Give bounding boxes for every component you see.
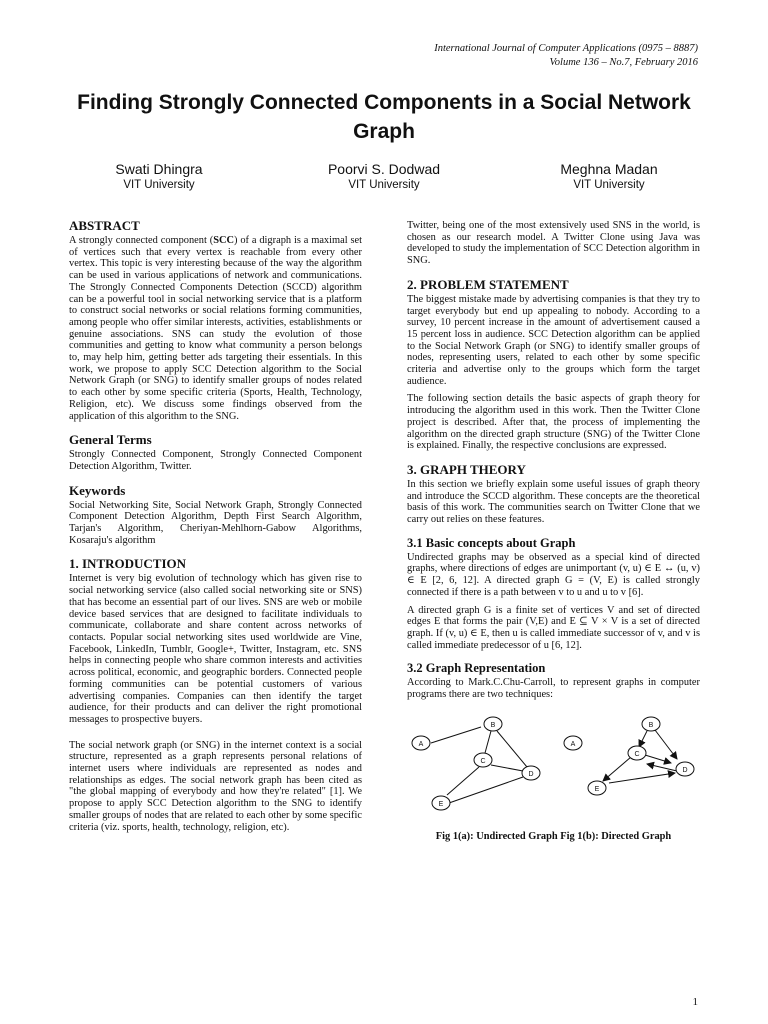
figure-caption: Fig 1(a): Undirected Graph Fig 1(b): Directed Graph (435, 830, 672, 842)
introduction-paragraph-1: Internet is very big evolution of technology which has given rise to social networking service (also called social networking site or SNS) that has become an essential part of our lives. SNS are web or mobile device based services that are designed to facilitate individuals to communicate, collaborate and share content across networks of contacts. Popular social networking sites used worldwide are Vine, Facebook, LinkedIn, Tumblr, Google+, Twitter, Instagram, etc. SNS helps in connecting people who share common interests and activities across political, economic, and geographic borders. Connected people forming communities can be potential customers of various advertising companies. Companies can then identify the target audience, for their products and can deliver the right promotional messages to prospective buyers. (69, 573, 362, 725)
intro-continuation: Twitter, being one of the most extensively used SNS in the world, is chosen as our research model. A Twitter Clone using Java was developed to study the implementation of SCC Detection algorithm in SNG. (407, 220, 700, 267)
node-label: D (682, 766, 688, 774)
problem-statement-heading: 2. PROBLEM STATEMENT (407, 276, 569, 292)
edge-b-c (639, 731, 647, 747)
edge-c-d (645, 755, 671, 763)
right-column (407, 220, 700, 843)
abstract-heading: ABSTRACT (69, 218, 140, 233)
node-label: C (480, 757, 486, 765)
author-affiliation: VIT University (123, 179, 195, 191)
node-label: D (528, 770, 534, 778)
edge-a-b (431, 727, 481, 743)
edge-e-d (609, 773, 675, 783)
paper-title: Finding Strongly Connected Components in a Social Network Graph (77, 91, 691, 143)
edge-d-e (449, 777, 523, 803)
node-label: E (594, 785, 600, 793)
basic-concepts-heading: 3.1 Basic concepts about Graph (407, 535, 576, 550)
node-label: C (634, 750, 640, 758)
problem-paragraph-1: The biggest mistake made by advertising companies is that they try to target everybody but end up appealing to nobody. According to a survey, 10 percent increase in the amount of advertisement caused a 15 percent loss in audience. SCC Detection algorithm can be applied to the Social Network Graph (or SNG) to identify smaller groups of nodes, representing users, related to each other by some specific criteria and advertise only to the groups which form the target audience. (407, 293, 700, 387)
node-label: E (438, 800, 444, 808)
page-number: 1 (692, 996, 698, 1008)
node-label: B (648, 721, 654, 729)
edge-d-c (647, 764, 677, 771)
graph-theory-heading: 3. GRAPH THEORY (407, 461, 526, 477)
edge-b-c (485, 731, 491, 753)
abstract-text-bold: SCC (213, 235, 235, 246)
graph-representation-paragraph: According to Mark.C.Chu-Carroll, to represent graphs in computer programs there are two techniques: (407, 677, 700, 701)
basic-concepts-paragraph-2: A directed graph G is a finite set of vertices V and set of directed edges E that forms the pair (V,E) and E ⊆ V × V is a set of directed graph. If (v, u) ∈ E, then u is called immediate successor of v, and v is called immediate predecessor of u [6, 12]. (407, 604, 700, 651)
abstract-text-rest: ) of a digraph is a maximal set of vertices such that every vertex is reachable from every other vertex. This topic is very interesting because of the way the algorithm can be used in various applications of network and communications. The Strongly Connected Components Detection (SCCD) algorithm can be a powerful tool in social networking service that is a platform to construct social networks or social relations forming communities, among people who offer similar interests, activities, establishments or genuine associations. SNS can study the evolution of those communities and getting to know what community a person belongs to, may help him, getting better ads targeting their essentials. In this work, we propose to apply SCC Detection algorithm to the Social Network Graph (or SNG) to identify smaller groups of nodes related to each other by some specific criteria (Sports, Health, Technology, Religion, etc). We discuss some findings observed from the application of this algorithm to the SNG. (69, 235, 363, 422)
author-name: Swati Dhingra (115, 161, 203, 177)
introduction-paragraph-2: The social network graph (or SNG) in the internet context is a social structure, represented as a graph represents personal relations of internet users where individuals are represented as nodes and relationships as edges. The social network graph has been cited as "the global mapping of everybody and how they're related" [1]. We propose to apply SCC Detection algorithm to the SNG to identify smaller groups of nodes that are related to each other by some specific criteria (viz. sports, health, technology, religion, etc). (69, 739, 362, 833)
graph-representation-heading: 3.2 Graph Representation (407, 661, 546, 676)
abstract-text-start: A strongly connected component ( (69, 235, 214, 246)
author-affiliation: VIT University (348, 179, 420, 191)
edge-c-d (491, 765, 523, 771)
edge-c-e (447, 767, 479, 795)
graph-theory-paragraph: In this section we briefly explain some useful issues of graph theory and introduce the SCCD algorithm. These concepts are the theoretical basis of this work. The communities search on Twitter Clone that we carry out relies on these features. (407, 478, 700, 526)
abstract-text (69, 235, 362, 422)
edge-b-d (655, 730, 677, 759)
problem-paragraph-2: The following section details the basic aspects of graph theory for introducing the algorithm used in this work. Then the Twitter Clone project is described. After that, the process of implementing the algorithm on the directed graph structure (SNG) of the Twitter Clone is explained. Finally, the respective conclusions are expressed. (407, 393, 700, 452)
introduction-heading: 1. INTRODUCTION (69, 556, 187, 572)
left-column (69, 218, 362, 833)
node-label: B (490, 721, 496, 729)
general-terms-heading: General Terms (69, 432, 152, 448)
author-name: Poorvi S. Dodwad (327, 161, 441, 177)
journal-citation-line1: International Journal of Computer Applications (0975 – 8887) (434, 43, 698, 54)
node-label: A (418, 740, 424, 748)
node-label: A (570, 740, 576, 748)
journal-citation-line2: Volume 136 – No.7, February 2016 (549, 57, 698, 68)
author-2 (294, 160, 474, 192)
figure-graphs (407, 709, 700, 829)
keywords-heading: Keywords (69, 482, 126, 498)
author-affiliation: VIT University (573, 179, 645, 191)
author-1 (69, 160, 249, 192)
edge-c-e (603, 757, 631, 781)
figure-1 (407, 709, 700, 829)
edge-b-d (497, 731, 527, 767)
author-3 (519, 160, 699, 192)
general-terms-text: Strongly Connected Component, Strongly Connected Component Detection Algorithm, Twitter. (69, 449, 362, 472)
basic-concepts-paragraph-1: Undirected graphs may be observed as a special kind of directed graphs, where directions of edges are unimportant (v, u) ∈ E ↔ (u, v) ∈ E [2, 6, 12]. A directed graph G = (V, E) is called strongly connected if there is a path between v to u and u to v [6]. (407, 551, 700, 598)
keywords-text: Social Networking Site, Social Network Graph, Strongly Connected Component Detection Algorithm, Depth First Search Algorithm, Tarjan's Algorithm, Cheriyan-Mehlhorn-Gabow Algorithms, Kosaraju's algorithm (69, 499, 362, 546)
author-name: Meghna Madan (560, 161, 658, 177)
undirected-nodes (412, 717, 540, 810)
